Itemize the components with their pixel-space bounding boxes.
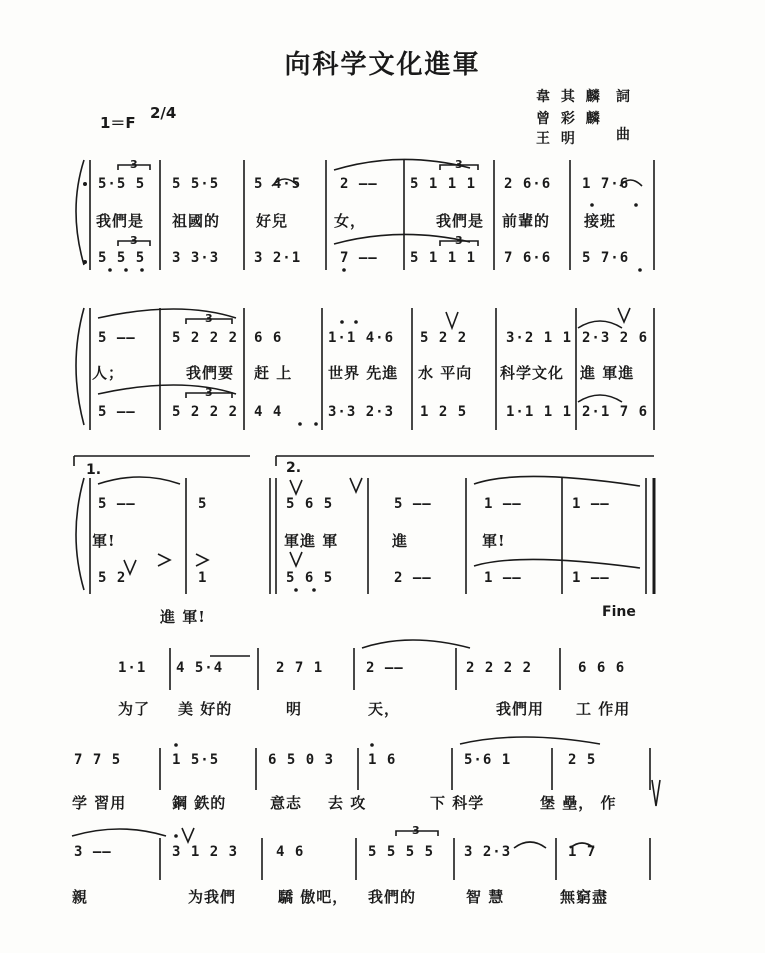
s3-upper-m3: 5 6 5 [286,496,334,512]
s2-upper-m5: 5 2 2 [420,330,468,346]
s4-m4: 2 —— [366,660,404,676]
s4-lyric-6: 工 作用 [576,700,631,718]
svg-text:3: 3 [130,234,138,247]
s6-m1: 3 —— [74,844,112,860]
s5-lyric-5: 下 科学 [430,794,485,812]
s2-lyric-4: 世界 先進 [328,364,399,382]
s1-lower-m7: 5 7·6 [582,250,630,266]
s2-lower-m5: 1 2 5 [420,404,468,420]
s6-m5: 3 2·3 [464,844,512,860]
s3-upper-m1: 5 —— [98,496,136,512]
s1-lyric-7: 接班 [584,212,617,230]
s2-lower-m6: 1·1 1 1 [506,404,573,420]
svg-text:3: 3 [130,158,138,171]
s4-lyric-5: 我們用 [496,700,545,718]
s3-lower-m2: 1 [198,570,208,586]
s1-lyric-2: 祖國的 [172,212,221,230]
s1-upper-m2: 5 5·5 [172,176,220,192]
s2-lower-m1: 5 —— [98,404,136,420]
s6-lyric-1: 親 [72,888,89,906]
s3-lyric-5: 軍! [482,532,506,550]
s1-lyric-5: 我們是 [436,212,485,230]
s1-upper-m5: 5 1 1 1 [410,176,477,192]
s2-upper-m2: 5 2 2 2 [172,330,239,346]
key-signature: 1＝F [100,114,136,132]
fine-marker: Fine [602,604,636,620]
s2-upper-m3: 6 6 [254,330,283,346]
s3-upper-m2: 5 [198,496,208,512]
s4-lyric-1: 为了 [118,700,151,718]
s3-upper-m4: 5 —— [394,496,432,512]
s3-lower-m4: 2 —— [394,570,432,586]
s3-lower-m6: 1 —— [572,570,610,586]
s1-upper-m3: 5 4·5 [254,176,302,192]
s1-upper-m1: 5·5 5 [98,176,146,192]
s5-lyric-2: 鋼 鉄的 [172,794,227,812]
s2-lower-m3: 4 4 [254,404,283,420]
s6-lyric-3: 驕 傲吧， [278,888,349,906]
s3-below-lyric: 進 軍! [160,608,206,626]
s6-m6: 1 7 [568,844,597,860]
s3-lyric-3: 軍進 軍 [284,532,339,550]
time-signature: 2/4 [150,104,177,122]
s6-lyric-6: 無窮盡 [560,888,609,906]
s2-lyric-5: 水 平向 [418,364,473,382]
s3-upper-m6: 1 —— [572,496,610,512]
composer-role: 曲 [616,127,633,143]
svg-text:3: 3 [455,234,463,247]
s1-lower-m3: 3 2·1 [254,250,302,266]
s2-lyric-1: 人； [92,364,125,382]
lyricist-role: 詞 [616,89,633,105]
ending-1-label: 1. [86,462,102,478]
svg-text:3: 3 [412,824,420,837]
ending-2-label: 2. [286,460,302,476]
s1-lower-m4: 7 —— [340,250,378,266]
s5-lyric-1: 学 習用 [72,794,127,812]
s5-m2: 1 5·5 [172,752,220,768]
svg-text:3: 3 [205,312,213,325]
s1-upper-m6: 2 6·6 [504,176,552,192]
s4-m2: 4 5·4 [176,660,224,676]
s6-m2: 3 1 2 3 [172,844,239,860]
svg-text:3: 3 [455,158,463,171]
s6-lyric-4: 我們的 [368,888,417,906]
s2-upper-m7: 2·3 2 6 [582,330,649,346]
s4-m3: 2 7 1 [276,660,324,676]
s5-m5: 5·6 1 [464,752,512,768]
s4-m5: 2 2 2 2 [466,660,533,676]
lyricist-name: 韋 其 麟 [536,89,603,105]
s3-lyric-4: 進 [392,532,409,550]
s5-lyric-4: 去 攻 [328,794,367,812]
s4-lyric-4: 天， [368,700,401,718]
s1-lyric-3: 好兒 [256,212,289,230]
s5-m1: 7 7 5 [74,752,122,768]
composer-name: 王 明 [536,131,578,147]
s5-lyric-6: 堡 壘， 作 [540,794,617,812]
s2-lower-m4: 3·3 2·3 [328,404,395,420]
s2-lyric-7: 進 軍進 [580,364,635,382]
song-title: 向科学文化進軍 [284,50,481,80]
s6-lyric-2: 为我們 [188,888,237,906]
s1-lower-m5: 5 1 1 1 [410,250,477,266]
s3-lower-m5: 1 —— [484,570,522,586]
s1-upper-m4: 2 —— [340,176,378,192]
s2-lower-m2: 5 2 2 2 [172,404,239,420]
s3-lyric-1: 軍! [92,532,116,550]
s5-m6: 2 5 [568,752,597,768]
s4-lyric-3: 明 [286,700,303,718]
s1-lyric-4: 女， [334,212,367,230]
s1-lyric-1: 我們是 [96,212,145,230]
s2-lyric-6: 科学文化 [500,364,565,382]
s1-lower-m2: 3 3·3 [172,250,220,266]
s4-m6: 6 6 6 [578,660,626,676]
s2-lower-m7: 2·1 7 6 [582,404,649,420]
s2-upper-m1: 5 —— [98,330,136,346]
s4-m1: 1·1 [118,660,147,676]
s1-lyric-6: 前輩的 [502,212,551,230]
s6-m4: 5 5 5 5 [368,844,435,860]
s1-upper-m7: 1 7·6 [582,176,630,192]
s1-lower-m6: 7 6·6 [504,250,552,266]
s1-lower-m1: 5 5 5 [98,250,146,266]
s4-lyric-2: 美 好的 [178,700,233,718]
s6-lyric-5: 智 慧 [466,888,505,906]
svg-text:3: 3 [205,386,213,399]
s3-upper-m5: 1 —— [484,496,522,512]
s5-m4: 1 6 [368,752,397,768]
lyricist-name-2: 曾 彩 麟 [536,111,603,127]
s3-lower-m1: 5 2 [98,570,127,586]
s2-lyric-3: 赶 上 [254,364,293,382]
s3-lower-m3: 5 6 5 [286,570,334,586]
s5-m3: 6 5 0 3 [268,752,335,768]
s2-lyric-2: 我們要 [186,364,235,382]
s6-m3: 4 6 [276,844,305,860]
s2-upper-m6: 3·2 1 1 [506,330,573,346]
s2-upper-m4: 1·1 4·6 [328,330,395,346]
s5-lyric-3: 意志 [270,794,303,812]
